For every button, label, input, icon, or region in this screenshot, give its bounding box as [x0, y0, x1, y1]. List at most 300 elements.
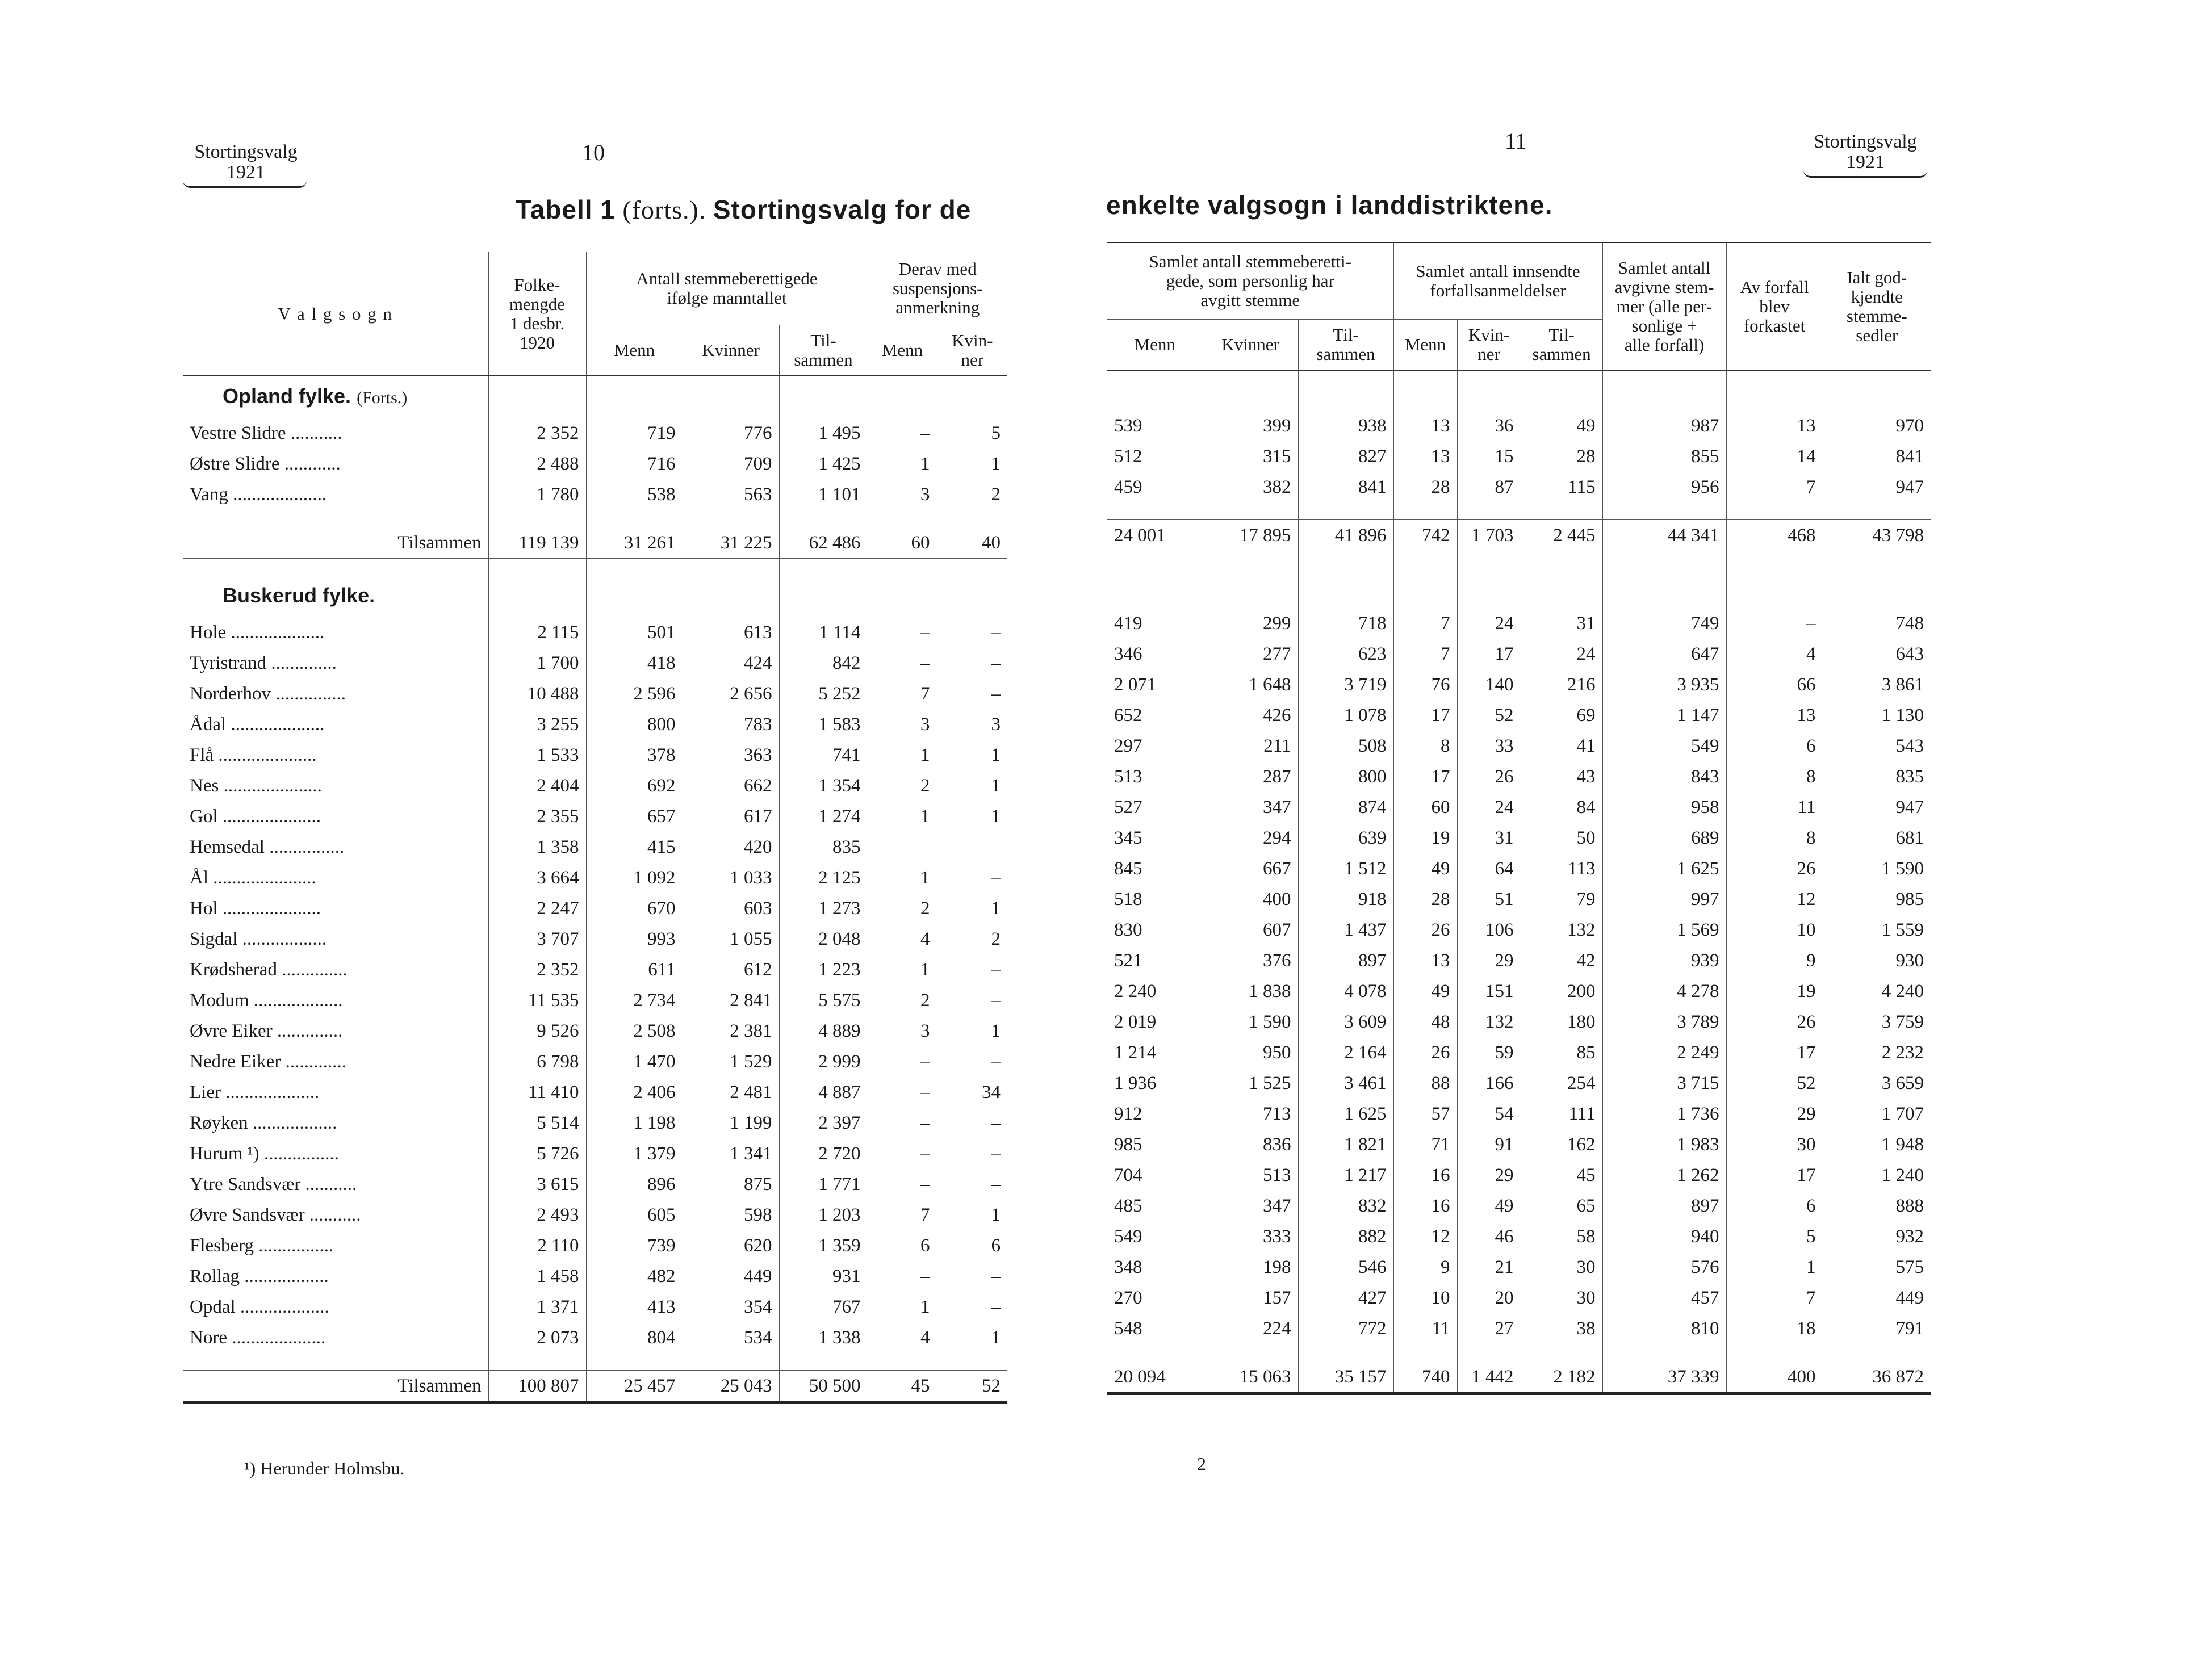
total-value: 24 001: [1107, 520, 1203, 551]
value-cell: 9 526: [488, 1016, 586, 1046]
value-cell: 347: [1203, 1191, 1298, 1221]
header-r-menn: Menn: [1134, 334, 1175, 354]
value-cell: 549: [1602, 731, 1726, 761]
value-cell: –: [937, 648, 1007, 678]
total-row: [183, 1371, 1007, 1403]
value-cell: 783: [683, 709, 779, 740]
spacer-row: [183, 510, 1007, 527]
total-value: 100 807: [488, 1371, 586, 1403]
value-cell: 3 664: [488, 862, 586, 893]
value-cell: 26: [1457, 761, 1521, 792]
value-cell: 11 410: [488, 1077, 586, 1108]
table-row: [1107, 1283, 1931, 1313]
spacer-cell: [1521, 370, 1602, 410]
value-cell: 424: [683, 648, 779, 678]
value-cell: 518: [1114, 889, 1142, 910]
value-cell: 58: [1521, 1221, 1602, 1252]
spacer-row: [1107, 370, 1931, 410]
spacer-cell: [1203, 568, 1298, 608]
value-cell: –: [868, 1108, 937, 1138]
value-cell: –: [868, 1077, 937, 1108]
value-cell: 382: [1203, 472, 1298, 502]
total-value: 44 341: [1602, 520, 1726, 551]
value-cell: 346: [1114, 644, 1142, 664]
spacer-cell: [1726, 1344, 1823, 1361]
table-row: [183, 1046, 1007, 1077]
empty-cell: [586, 576, 683, 617]
table-row: [1107, 761, 1931, 792]
value-cell: 34: [937, 1077, 1007, 1108]
value-cell: 21: [1457, 1252, 1521, 1283]
valgsogn-name: Nore ....................: [190, 1327, 326, 1348]
total-value: 50 500: [779, 1371, 868, 1403]
value-cell: 38: [1521, 1313, 1602, 1344]
value-cell: 718: [1298, 608, 1393, 639]
value-cell: 620: [683, 1230, 779, 1261]
value-cell: 1 092: [586, 862, 683, 893]
table-row: [1107, 472, 1931, 502]
table-row: [183, 479, 1007, 510]
spacer-cell: [1521, 568, 1602, 608]
spacer-cell: [1602, 502, 1726, 520]
value-cell: 950: [1203, 1037, 1298, 1068]
value-cell: 17: [1393, 700, 1457, 731]
total-value: 1 442: [1457, 1361, 1521, 1394]
value-cell: 1: [937, 449, 1007, 479]
value-cell: 1 114: [779, 617, 868, 648]
value-cell: 3 935: [1602, 669, 1726, 700]
value-cell: 1 700: [488, 648, 586, 678]
value-cell: 426: [1203, 700, 1298, 731]
value-cell: 457: [1602, 1283, 1726, 1313]
value-cell: 1 821: [1298, 1129, 1393, 1160]
value-cell: 24: [1457, 608, 1521, 639]
value-cell: 1 078: [1298, 700, 1393, 731]
value-cell: 4 278: [1602, 976, 1726, 1007]
value-cell: 294: [1203, 823, 1298, 853]
left-running-head: [181, 142, 311, 183]
value-cell: 1 512: [1298, 853, 1393, 884]
value-cell: –: [937, 1108, 1007, 1138]
spacer-row: [1107, 502, 1931, 520]
value-cell: 947: [1823, 472, 1931, 502]
value-cell: 1: [868, 740, 937, 770]
valgsogn-name: Nedre Eiker .............: [190, 1051, 346, 1072]
value-cell: 1 625: [1298, 1099, 1393, 1129]
value-cell: 549: [1114, 1226, 1142, 1247]
spacer-cell: [1457, 370, 1521, 410]
value-cell: 2: [937, 924, 1007, 954]
table-row: [1107, 410, 1931, 441]
value-cell: 598: [683, 1200, 779, 1230]
value-cell: 2 841: [683, 985, 779, 1016]
valgsogn-name: Sigdal ..................: [190, 929, 327, 949]
value-cell: 719: [586, 418, 683, 449]
value-cell: 166: [1457, 1068, 1521, 1099]
value-cell: 897: [1602, 1191, 1726, 1221]
value-cell: 27: [1457, 1313, 1521, 1344]
value-cell: 617: [683, 801, 779, 832]
value-cell: 4 240: [1823, 976, 1931, 1007]
table-row: [1107, 700, 1931, 731]
spacer-cell: [183, 559, 488, 576]
spacer-cell: [488, 1353, 586, 1371]
value-cell: 12: [1393, 1221, 1457, 1252]
valgsogn-name: Rollag ..................: [190, 1266, 329, 1287]
valgsogn-name: Gol .....................: [190, 806, 321, 827]
value-cell: 6: [1726, 1191, 1823, 1221]
empty-cell: [683, 376, 779, 418]
value-cell: 607: [1203, 915, 1298, 945]
spacer-cell: [779, 510, 868, 527]
table-row: [1107, 1099, 1931, 1129]
value-cell: 200: [1521, 976, 1602, 1007]
spacer-cell: [868, 559, 937, 576]
value-cell: 575: [1823, 1252, 1931, 1283]
value-cell: 378: [586, 740, 683, 770]
value-cell: 4: [868, 1322, 937, 1353]
value-cell: 2 397: [779, 1108, 868, 1138]
value-cell: –: [937, 1261, 1007, 1292]
value-cell: 2 240: [1114, 981, 1157, 1002]
value-cell: 1 371: [488, 1292, 586, 1322]
value-cell: 151: [1457, 976, 1521, 1007]
value-cell: 605: [586, 1200, 683, 1230]
total-row: [1107, 1361, 1931, 1394]
value-cell: 345: [1114, 828, 1142, 848]
header-f-kvinner: Kvin- ner: [1457, 320, 1521, 371]
value-cell: 576: [1602, 1252, 1726, 1283]
value-cell: 347: [1203, 792, 1298, 823]
valgsogn-name: Øvre Eiker ..............: [190, 1021, 343, 1041]
value-cell: 4 889: [779, 1016, 868, 1046]
left-running-head-year: 1921: [227, 162, 265, 183]
value-cell: 1 338: [779, 1322, 868, 1353]
valgsogn-name: Hemsedal ................: [190, 837, 345, 857]
empty-cell: [779, 376, 868, 418]
table-row: [183, 449, 1007, 479]
left-running-head-title: Stortingsvalg: [194, 141, 298, 162]
valgsogn-name: Modum ...................: [190, 990, 343, 1011]
spacer-cell: [1726, 568, 1823, 608]
value-cell: 835: [1823, 761, 1931, 792]
value-cell: –: [868, 1046, 937, 1077]
value-cell: 180: [1521, 1007, 1602, 1037]
value-cell: 1: [937, 1322, 1007, 1353]
header-r-tilsammen: Til- sammen: [1298, 320, 1393, 371]
spacer-cell: [683, 559, 779, 576]
value-cell: 71: [1393, 1129, 1457, 1160]
total-value: 742: [1393, 520, 1457, 551]
value-cell: 29: [1457, 1160, 1521, 1191]
table-row: [1107, 1068, 1931, 1099]
value-cell: –: [937, 617, 1007, 648]
spacer-cell: [586, 510, 683, 527]
value-cell: 4: [1726, 639, 1823, 669]
value-cell: 49: [1393, 976, 1457, 1007]
spacer-cell: [1203, 1344, 1298, 1361]
header-f-tilsammen: Til- sammen: [1521, 320, 1602, 371]
total-value: 1 703: [1457, 520, 1521, 551]
right-page-title: enkelte valgsogn i landdistriktene.: [1106, 190, 1553, 220]
value-cell: 3: [868, 1016, 937, 1046]
value-cell: 1: [937, 1200, 1007, 1230]
header-avgivne-stemmer: Samlet antall avgivne stem- mer (alle per- sonlige + alle forfall): [1602, 242, 1726, 370]
right-page-number: 11: [1505, 128, 1527, 154]
table-row: [183, 740, 1007, 770]
value-cell: 14: [1726, 441, 1823, 472]
value-cell: 513: [1114, 766, 1142, 787]
value-cell: 882: [1298, 1221, 1393, 1252]
table-row: [183, 1108, 1007, 1138]
spacer-cell: [1393, 1344, 1457, 1361]
value-cell: 4 078: [1298, 976, 1393, 1007]
value-cell: 418: [586, 648, 683, 678]
header-menn: Menn: [586, 325, 683, 376]
value-cell: 17: [1393, 761, 1457, 792]
value-cell: 5 252: [779, 678, 868, 709]
total-row: [1107, 520, 1931, 551]
value-cell: 3 707: [488, 924, 586, 954]
spacer-cell: [779, 559, 868, 576]
value-cell: 623: [1298, 639, 1393, 669]
value-cell: 692: [586, 770, 683, 801]
total-value: 40: [937, 527, 1007, 559]
value-cell: 111: [1521, 1099, 1602, 1129]
value-cell: 772: [1298, 1313, 1393, 1344]
total-value: 41 896: [1298, 520, 1393, 551]
value-cell: 543: [1823, 731, 1931, 761]
value-cell: 985: [1823, 884, 1931, 915]
spacer-cell: [1393, 502, 1457, 520]
value-cell: –: [937, 1138, 1007, 1169]
value-cell: 2 019: [1114, 1012, 1157, 1032]
value-cell: 939: [1602, 945, 1726, 976]
value-cell: 1 583: [779, 709, 868, 740]
value-cell: 8: [1726, 761, 1823, 792]
table-row: [183, 617, 1007, 648]
value-cell: 855: [1602, 441, 1726, 472]
header-derav-suspensjon: Derav med suspensjons- anmerkning: [868, 251, 1007, 325]
value-cell: 2 352: [488, 418, 586, 449]
valgsogn-name: Ytre Sandsvær ...........: [190, 1174, 357, 1195]
value-cell: 1 214: [1114, 1042, 1157, 1063]
value-cell: 940: [1602, 1221, 1726, 1252]
value-cell: 513: [1203, 1160, 1298, 1191]
value-cell: 827: [1298, 441, 1393, 472]
value-cell: 30: [1726, 1129, 1823, 1160]
value-cell: 13: [1726, 410, 1823, 441]
value-cell: 18: [1726, 1313, 1823, 1344]
left-running-head-brace: [183, 181, 307, 188]
value-cell: 1 559: [1823, 915, 1931, 945]
value-cell: 65: [1521, 1191, 1602, 1221]
value-cell: 57: [1393, 1099, 1457, 1129]
spacer-cell: [1457, 551, 1521, 569]
value-cell: 6: [1726, 731, 1823, 761]
value-cell: 931: [779, 1261, 868, 1292]
total-value: 35 157: [1298, 1361, 1393, 1394]
value-cell: 449: [683, 1261, 779, 1292]
value-cell: 836: [1203, 1129, 1298, 1160]
value-cell: 1 359: [779, 1230, 868, 1261]
fylke-name: Buskerud fylke.: [223, 584, 375, 607]
header-derav-kvinner: Kvin- ner: [937, 325, 1007, 376]
value-cell: 19: [1393, 823, 1457, 853]
value-cell: 1 736: [1602, 1099, 1726, 1129]
value-cell: 24: [1457, 792, 1521, 823]
spacer-cell: [1726, 551, 1823, 569]
value-cell: 613: [683, 617, 779, 648]
total-value: 20 094: [1107, 1361, 1203, 1394]
valgsogn-name: Hole ....................: [190, 622, 325, 643]
value-cell: 2 488: [488, 449, 586, 479]
value-cell: 427: [1298, 1283, 1393, 1313]
value-cell: 84: [1521, 792, 1602, 823]
spacer-cell: [1823, 502, 1931, 520]
table-row: [1107, 441, 1931, 472]
value-cell: 612: [683, 954, 779, 985]
value-cell: 2 596: [586, 678, 683, 709]
spacer-cell: [868, 510, 937, 527]
total-value: 60: [868, 527, 937, 559]
value-cell: 508: [1298, 731, 1393, 761]
spacer-cell: [1298, 568, 1393, 608]
value-cell: 69: [1521, 700, 1602, 731]
spacer-cell: [183, 510, 488, 527]
left-table: [183, 250, 1007, 1404]
valgsogn-name: Øvre Sandsvær ...........: [190, 1205, 361, 1225]
value-cell: 19: [1726, 976, 1823, 1007]
value-cell: 652: [1114, 705, 1142, 726]
value-cell: 1 495: [779, 418, 868, 449]
value-cell: 3 719: [1298, 669, 1393, 700]
value-cell: 16: [1393, 1160, 1457, 1191]
value-cell: 33: [1457, 731, 1521, 761]
value-cell: 1 948: [1823, 1129, 1931, 1160]
header-folkemengde: Folke- mengde 1 desbr. 1920: [488, 251, 586, 376]
value-cell: 26: [1393, 915, 1457, 945]
value-cell: –: [937, 1292, 1007, 1322]
spacer-cell: [1602, 1344, 1726, 1361]
value-cell: 13: [1393, 410, 1457, 441]
value-cell: 2 110: [488, 1230, 586, 1261]
table-label-forts: (forts.).: [622, 195, 706, 224]
empty-cell: [683, 576, 779, 617]
spacer-cell: [779, 1353, 868, 1371]
value-cell: 993: [586, 924, 683, 954]
spacer-cell: [1393, 568, 1457, 608]
table-row: [183, 924, 1007, 954]
table-row: [183, 1230, 1007, 1261]
table-row: [183, 1292, 1007, 1322]
left-page-title: [516, 194, 971, 225]
value-cell: 749: [1602, 608, 1726, 639]
value-cell: 958: [1602, 792, 1726, 823]
value-cell: 270: [1114, 1288, 1142, 1308]
spacer-cell: [1393, 370, 1457, 410]
table-row: [1107, 884, 1931, 915]
value-cell: 3 789: [1602, 1007, 1726, 1037]
header-r-kvinner: Kvinner: [1203, 320, 1298, 371]
value-cell: 2 481: [683, 1077, 779, 1108]
value-cell: 415: [586, 832, 683, 862]
table-row: [1107, 731, 1931, 761]
spacer-cell: [1521, 551, 1602, 569]
value-cell: 1 648: [1203, 669, 1298, 700]
total-value: 37 339: [1602, 1361, 1726, 1394]
valgsogn-name: Norderhov ...............: [190, 684, 346, 704]
spacer-cell: [937, 559, 1007, 576]
value-cell: 791: [1823, 1313, 1931, 1344]
value-cell: –: [1726, 608, 1823, 639]
value-cell: 13: [1393, 441, 1457, 472]
spacer-cell: [1393, 551, 1457, 569]
valgsogn-name: Røyken ..................: [190, 1113, 337, 1133]
value-cell: –: [937, 862, 1007, 893]
value-cell: 64: [1457, 853, 1521, 884]
value-cell: 563: [683, 479, 779, 510]
value-cell: 1 240: [1823, 1160, 1931, 1191]
value-cell: 603: [683, 893, 779, 924]
empty-cell: [868, 376, 937, 418]
value-cell: 348: [1114, 1257, 1142, 1277]
table-row: [183, 1138, 1007, 1169]
value-cell: 79: [1521, 884, 1602, 915]
spacer-cell: [1521, 502, 1602, 520]
value-cell: [868, 832, 937, 862]
value-cell: 3 255: [488, 709, 586, 740]
value-cell: 681: [1823, 823, 1931, 853]
total-value: 119 139: [488, 527, 586, 559]
value-cell: 2 073: [488, 1322, 586, 1353]
value-cell: 287: [1203, 761, 1298, 792]
value-cell: –: [937, 1169, 1007, 1200]
value-cell: 363: [683, 740, 779, 770]
value-cell: 420: [683, 832, 779, 862]
header-antall-stemmeberettigede: Antall stemmeberettigede ifølge manntallet: [586, 251, 868, 325]
value-cell: 31: [1521, 608, 1602, 639]
table-row: [183, 893, 1007, 924]
value-cell: 1 529: [683, 1046, 779, 1077]
value-cell: 1 780: [488, 479, 586, 510]
value-cell: 918: [1298, 884, 1393, 915]
total-value: 400: [1726, 1361, 1823, 1394]
value-cell: 28: [1393, 884, 1457, 915]
value-cell: 9: [1393, 1252, 1457, 1283]
value-cell: 45: [1521, 1160, 1602, 1191]
footnote: ¹) Herunder Holmsbu.: [244, 1458, 405, 1478]
value-cell: 1 936: [1114, 1073, 1157, 1094]
value-cell: 3 461: [1298, 1068, 1393, 1099]
table-row: [183, 954, 1007, 985]
value-cell: 2 355: [488, 801, 586, 832]
spacer-cell: [1823, 370, 1931, 410]
value-cell: 3: [937, 709, 1007, 740]
value-cell: –: [937, 1046, 1007, 1077]
table-row: [183, 1322, 1007, 1353]
value-cell: 667: [1203, 853, 1298, 884]
table-row: [1107, 669, 1931, 700]
value-cell: 2: [868, 893, 937, 924]
value-cell: 888: [1823, 1191, 1931, 1221]
fylke-title: [183, 376, 488, 418]
table-row: [1107, 1221, 1931, 1252]
value-cell: 28: [1393, 472, 1457, 502]
value-cell: 299: [1203, 608, 1298, 639]
total-value: 25 043: [683, 1371, 779, 1403]
value-cell: 611: [586, 954, 683, 985]
